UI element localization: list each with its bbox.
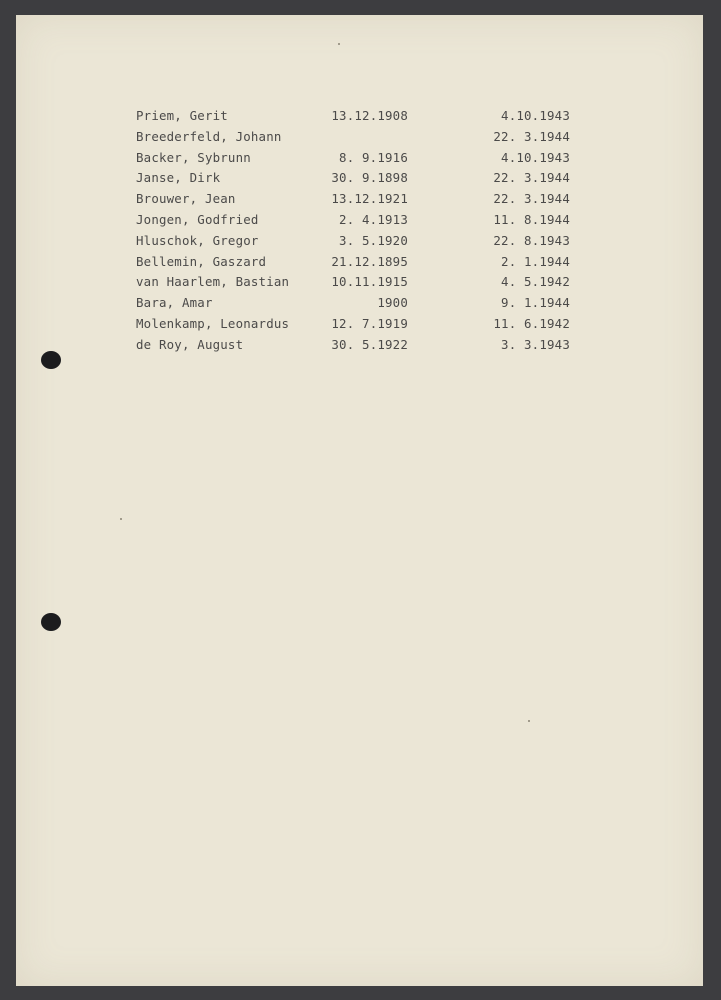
death-date: 11. 6.1942 <box>493 315 570 331</box>
birth-date: 10.11.1915 <box>331 274 408 290</box>
list-item <box>136 335 586 356</box>
birth-date: 21.12.1895 <box>331 253 408 269</box>
birth-date: 3. 5.1920 <box>339 232 408 248</box>
paper-speck <box>338 43 340 45</box>
death-date: 11. 8.1944 <box>493 211 570 227</box>
person-name: van Haarlem, Bastian <box>136 274 290 290</box>
death-date: 4.10.1943 <box>501 149 570 165</box>
list-item <box>136 127 586 148</box>
person-name: Brouwer, Jean <box>136 191 236 207</box>
birth-date: 8. 9.1916 <box>339 149 408 165</box>
list-item <box>136 252 586 273</box>
list-item <box>136 168 586 189</box>
list-item <box>136 189 586 210</box>
birth-date: 2. 4.1913 <box>339 211 408 227</box>
birth-date: 12. 7.1919 <box>331 315 408 331</box>
person-name: Priem, Gerit <box>136 108 228 123</box>
punch-hole-bottom <box>41 613 61 631</box>
death-date: 2. 1.1944 <box>501 253 570 269</box>
person-name: Molenkamp, Leonardus <box>136 315 290 331</box>
death-date: 22. 3.1944 <box>493 191 570 207</box>
death-date: 4.10.1943 <box>501 108 570 123</box>
person-name: Breederfeld, Johann <box>136 128 282 144</box>
typed-name-list <box>136 106 586 356</box>
list-item <box>136 231 586 252</box>
death-date: 22. 3.1944 <box>493 170 570 186</box>
paper-speck <box>120 518 122 520</box>
death-date: 4. 5.1942 <box>501 274 570 290</box>
death-date: 22. 8.1943 <box>493 232 570 248</box>
person-name: de Roy, August <box>136 336 244 352</box>
person-name: Janse, Dirk <box>136 170 221 186</box>
birth-date: 13.12.1921 <box>331 191 408 207</box>
person-name: Backer, Sybrunn <box>136 149 251 165</box>
list-item <box>136 148 586 169</box>
birth-date: 30. 9.1898 <box>331 170 408 186</box>
list-item <box>136 210 586 231</box>
list-item <box>136 272 586 293</box>
paper-speck <box>528 720 530 722</box>
birth-date: 1900 <box>377 295 408 311</box>
birth-date: 13.12.1908 <box>331 108 408 123</box>
death-date: 22. 3.1944 <box>493 128 570 144</box>
person-name: Bellemin, Gaszard <box>136 253 267 269</box>
person-name: Bara, Amar <box>136 295 213 311</box>
death-date: 3. 3.1943 <box>501 336 570 352</box>
list-item <box>136 106 586 127</box>
person-name: Jongen, Godfried <box>136 211 259 227</box>
list-item <box>136 314 586 335</box>
list-item <box>136 293 586 314</box>
death-date: 9. 1.1944 <box>501 295 570 311</box>
birth-date: 30. 5.1922 <box>331 336 408 352</box>
person-name: Hluschok, Gregor <box>136 232 259 248</box>
punch-hole-top <box>41 351 61 369</box>
